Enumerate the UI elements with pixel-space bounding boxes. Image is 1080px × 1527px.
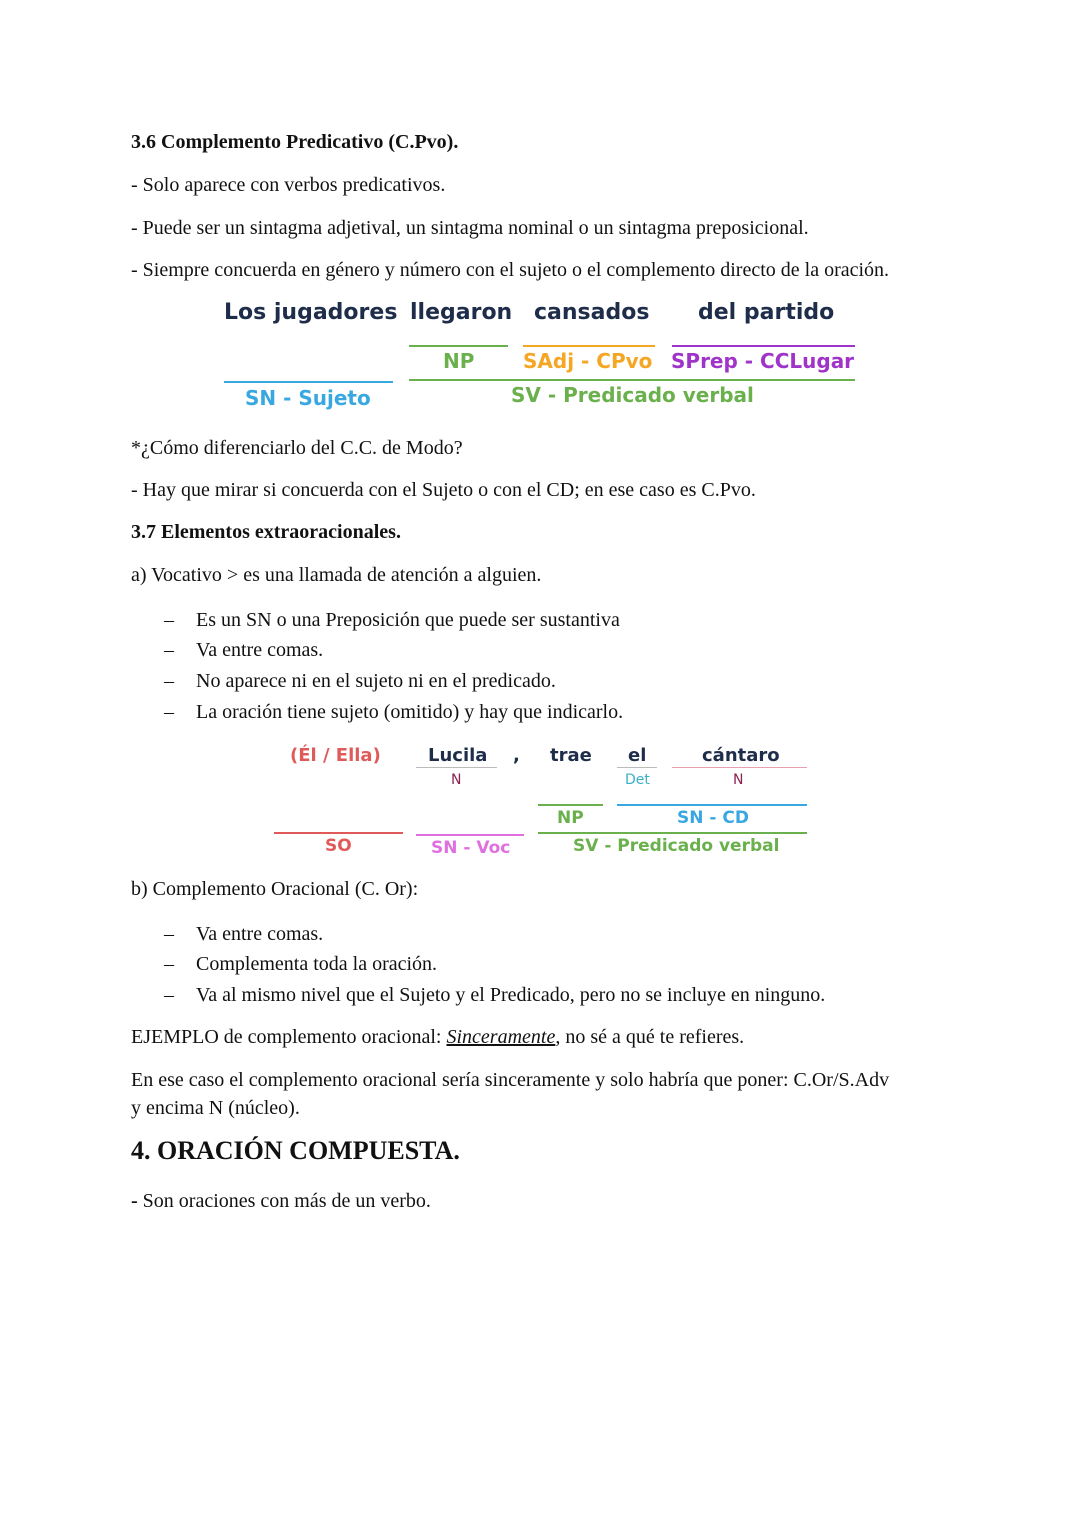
section-4-heading: 4. ORACIÓN COMPUESTA.	[131, 1136, 460, 1165]
paragraph: y encima N (núcleo).	[131, 1097, 300, 1119]
np-label: NP	[443, 349, 475, 373]
example-line	[131, 1026, 744, 1049]
np-line	[409, 345, 508, 347]
el-line	[617, 767, 657, 768]
example-prefix: EJEMPLO de complemento oracional:	[131, 1026, 447, 1048]
section-3-7-heading: 3.7 Elementos extraoracionales.	[131, 521, 401, 543]
sadj-label: SAdj - CPvo	[523, 349, 653, 373]
so-label: SO	[325, 836, 352, 856]
list-item: Va entre comas.	[196, 639, 324, 661]
bullet: –	[164, 984, 174, 1006]
diagram-word: trae	[550, 745, 592, 766]
example-suffix: , no sé a qué te refieres.	[555, 1026, 745, 1048]
example-word: Sinceramente	[446, 1026, 556, 1048]
diagram-word: cansados	[534, 300, 650, 325]
lucila-line	[416, 767, 497, 768]
so-line	[274, 832, 403, 834]
bullet: –	[164, 923, 174, 945]
np-line	[538, 804, 603, 806]
sv-line	[538, 832, 807, 834]
diagram-word: cántaro	[702, 745, 780, 766]
snvoc-label: SN - Voc	[431, 838, 511, 858]
diagram-word: llegaron	[410, 300, 513, 325]
np-label: NP	[557, 808, 584, 828]
sprep-label: SPrep - CCLugar	[671, 349, 855, 373]
bullet: –	[164, 670, 174, 692]
section-b-heading: b) Complemento Oracional (C. Or):	[131, 878, 419, 900]
cantaro-line	[672, 767, 807, 768]
sv-label: SV - Predicado verbal	[573, 836, 780, 856]
bullet: –	[164, 953, 174, 975]
sujeto-line	[224, 381, 393, 383]
list-item: Complementa toda la oración.	[196, 953, 438, 975]
paragraph: En ese caso el complemento oracional sería sinceramente y solo habría que poner: C.Or/S.Adv	[131, 1069, 890, 1091]
list-item: Va entre comas.	[196, 923, 324, 945]
snvoc-line	[416, 834, 524, 836]
diagram-word: el	[628, 745, 647, 766]
section-3-6-heading: 3.6 Complemento Predicativo (C.Pvo).	[131, 131, 459, 153]
paragraph	[131, 1190, 431, 1213]
list-item: Va al mismo nivel que el Sujeto y el Predicado, pero no se incluye en ninguno.	[196, 984, 826, 1006]
det-label: Det	[625, 772, 650, 788]
bullet: –	[164, 639, 174, 661]
paragraph-text: Son oraciones con más de un verbo.	[137, 1190, 431, 1212]
sadj-line	[523, 345, 655, 347]
bold-dash: -	[131, 1190, 138, 1212]
bullet: –	[164, 609, 174, 631]
paragraph: a) Vocativo > es una llamada de atención a alguien.	[131, 564, 542, 586]
sv-label: SV - Predicado verbal	[511, 383, 754, 407]
diagram-word: Los jugadores	[224, 300, 398, 325]
paragraph: - Puede ser un sintagma adjetival, un sintagma nominal o un sintagma preposicional.	[131, 217, 809, 239]
list-item: La oración tiene sujeto (omitido) y hay que indicarlo.	[196, 701, 624, 723]
diagram-word: del partido	[698, 300, 835, 325]
diagram-word: Lucila	[428, 745, 488, 766]
sv-line	[409, 379, 855, 381]
paragraph: - Hay que mirar si concuerda con el Sujeto o con el CD; en ese caso es C.Pvo.	[131, 479, 756, 501]
paragraph: - Siempre concuerda en género y número con el sujeto o el complemento directo de la oración.	[131, 259, 890, 281]
list-item: No aparece ni en el sujeto ni en el predicado.	[196, 670, 556, 692]
paragraph: - Solo aparece con verbos predicativos.	[131, 174, 446, 196]
sprep-line	[672, 345, 855, 347]
n-label: N	[451, 772, 462, 788]
omitted-subject: (Él / Ella)	[290, 745, 381, 766]
bullet: –	[164, 701, 174, 723]
sncd-line	[617, 804, 807, 806]
sujeto-label: SN - Sujeto	[245, 386, 371, 410]
n-label: N	[733, 772, 744, 788]
list-item: Es un SN o una Preposición que puede ser sustantiva	[196, 609, 620, 631]
diagram-comma: ,	[513, 745, 520, 766]
sncd-label: SN - CD	[677, 808, 749, 828]
paragraph: *¿Cómo diferenciarlo del C.C. de Modo?	[131, 437, 463, 459]
